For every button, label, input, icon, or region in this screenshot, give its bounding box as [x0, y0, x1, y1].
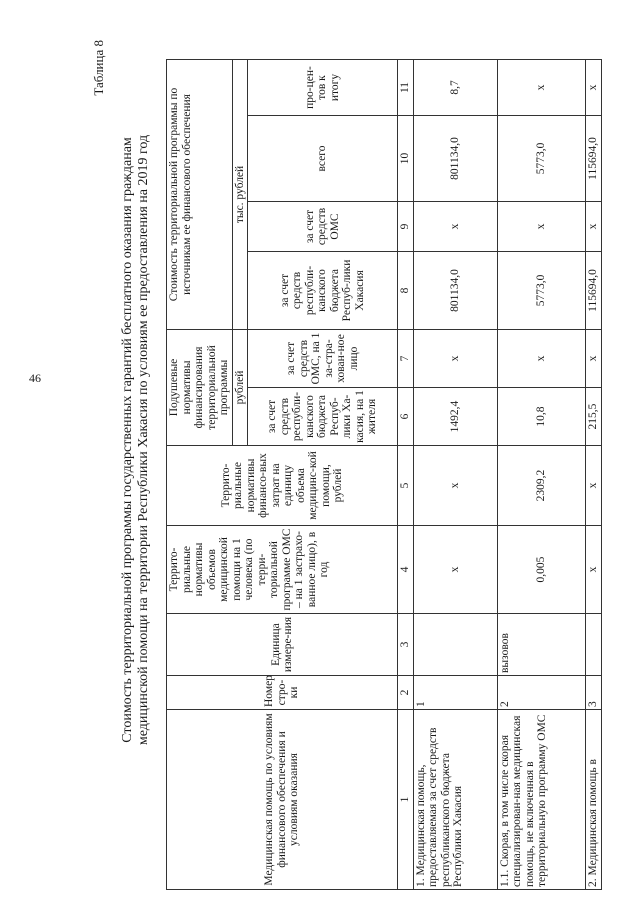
row-unit: вызовов — [497, 614, 585, 676]
row-per-capita-budget: 1492,4 — [413, 388, 497, 446]
row-label: 1.1. Скорая, в том числе скорая специализирован-ная медицинская помощь, не включенная в территориальную программу ОМС — [497, 710, 585, 890]
header-col3: Единица измере-ния — [167, 614, 398, 676]
row-line-number: 2 — [497, 676, 585, 710]
row-total: 115694,0 — [585, 115, 601, 201]
column-number-row — [398, 59, 414, 889]
header-col9: за счет средств ОМС — [248, 201, 398, 251]
table-label: Таблица 8 — [91, 40, 106, 96]
column-number: 11 — [398, 59, 414, 115]
row-line-number: 3 — [585, 676, 601, 710]
row-percent: х — [497, 59, 585, 115]
row-cost-oms: х — [585, 201, 601, 251]
row-cost-norm: 2309,2 — [497, 446, 585, 526]
row-cost-oms: х — [497, 201, 585, 251]
row-per-capita-oms: х — [585, 329, 601, 387]
row-cost-norm: х — [585, 446, 601, 526]
table-row — [497, 59, 585, 889]
row-total: 801134,0 — [413, 115, 497, 201]
row-total: 5773,0 — [497, 115, 585, 201]
row-cost-oms: х — [413, 201, 497, 251]
table-row — [413, 59, 497, 889]
header-col10: всего — [248, 115, 398, 201]
header-col1: Медицинская помощь по условиям финансового обеспечения и условиям оказания — [167, 710, 398, 890]
title-line-2: медицинской помощи на территории Республики Хакасия по условиям ее предоставления на 2019 год — [136, 134, 151, 746]
row-line-number: 1 — [413, 676, 497, 710]
header-col8: за счет средств республи-канского бюджета Респуб-лики Хакасия — [248, 251, 398, 329]
header-col11: про-цен-тов к итогу — [248, 59, 398, 115]
column-number: 6 — [398, 388, 414, 446]
header-col5: Террито-риальные нормативы финансо-вых затрат на единицу объема медицинс-кой помощи, рублей — [167, 446, 398, 526]
row-cost-budget: 115694,0 — [585, 251, 601, 329]
header-col7: за счет средств ОМС, на 1 за-стра-хован-ное лицо — [248, 329, 398, 387]
column-number: 5 — [398, 446, 414, 526]
row-volume: х — [585, 526, 601, 614]
table-title — [120, 130, 172, 750]
title-line-1: Стоимость территориальной программы государственных гарантий бесплатного оказания гражданам — [120, 137, 135, 743]
column-number: 9 — [398, 201, 414, 251]
header-col2: Номер стро-ки — [167, 676, 398, 710]
page-number: 46 — [29, 371, 41, 385]
row-cost-budget: 801134,0 — [413, 251, 497, 329]
column-number: 4 — [398, 526, 414, 614]
column-number: 1 — [398, 710, 414, 890]
row-label: 1. Медицинская помощь, предоставляемая за счет средств республиканского бюджета Республики Хакасия — [413, 710, 497, 890]
column-number: 2 — [398, 676, 414, 710]
row-percent: 8,7 — [413, 59, 497, 115]
column-number: 7 — [398, 329, 414, 387]
table-row — [585, 59, 601, 889]
column-number: 3 — [398, 614, 414, 676]
row-volume: 0,005 — [497, 526, 585, 614]
column-number: 10 — [398, 115, 414, 201]
column-number: 8 — [398, 251, 414, 329]
row-unit — [413, 614, 497, 676]
header-per-capita-group: Подушевые нормативы финансирования территориальной программы — [167, 329, 233, 445]
row-per-capita-oms: х — [497, 329, 585, 387]
row-per-capita-oms: х — [413, 329, 497, 387]
row-cost-budget: 5773,0 — [497, 251, 585, 329]
row-volume: х — [413, 526, 497, 614]
row-unit — [585, 614, 601, 676]
header-cost-unit: тыс. рублей — [232, 59, 248, 329]
header-per-capita-unit: рублей — [232, 329, 248, 445]
row-percent: х — [585, 59, 601, 115]
row-per-capita-budget: 215,5 — [585, 388, 601, 446]
row-label: 2. Медицинская помощь в — [585, 710, 601, 890]
header-col6: за счет средств республи-канского бюджета Респуб-лики Ха-касия, на 1 жителя — [248, 388, 398, 446]
header-cost-group: Стоимость территориальной программы по источникам ее финансового обеспечения — [167, 59, 233, 329]
row-per-capita-budget: 10,8 — [497, 388, 585, 446]
row-cost-norm: х — [413, 446, 497, 526]
header-col4: Террито-риальные нормативы объемов медицинской помощи на 1 человека (по терри-ториальной программе ОМС – на 1 застрахо-ванное лицо), в год — [167, 526, 398, 614]
cost-table — [166, 60, 599, 890]
